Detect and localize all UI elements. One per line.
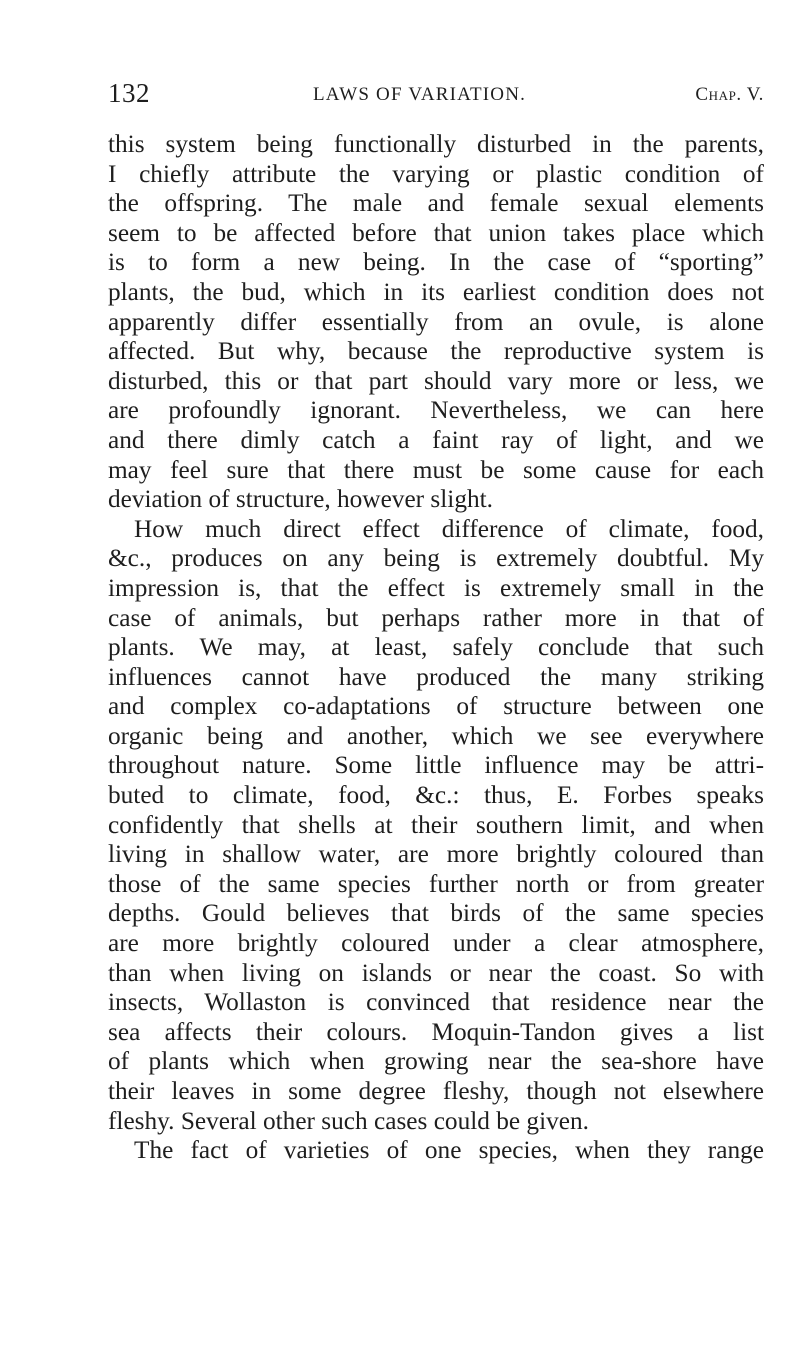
text-line: influences cannot have produced the many striking <box>108 662 764 691</box>
text-line: are profoundly ignorant. Nevertheless, we can here <box>108 396 764 425</box>
text-line: fleshy. Several other such cases could be given. <box>108 1106 589 1135</box>
chapter-label: Chap. V. <box>695 84 764 105</box>
text-line: may feel sure that there must be some cause for each <box>108 455 764 484</box>
body-text <box>108 130 764 1166</box>
text-line: of plants which when growing near the sea-shore have <box>108 1047 764 1076</box>
text-line: their leaves in some degree fleshy, though not elsewhere <box>108 1077 764 1105</box>
text-line: impression is, that the effect is extremely small in the <box>108 573 764 602</box>
text-line: case of animals, but perhaps rather more in that of <box>108 603 764 632</box>
running-header <box>108 78 764 122</box>
text-line: than when living on islands or near the coast. So with <box>108 958 764 987</box>
text-line: &c., produces on any being is extremely doubtful. My <box>108 544 764 573</box>
text-line: disturbed, this or that part should vary more or less, we <box>108 366 764 395</box>
text-line: living in shallow water, are more brightly coloured than <box>108 840 764 869</box>
text-line: confidently that shells at their southern limit, and when <box>108 810 764 839</box>
text-line: those of the same species further north or from greater <box>108 869 764 898</box>
text-line: organic being and another, which we see everywhere <box>108 721 764 750</box>
text-line: insects, Wollaston is convinced that residence near the <box>108 988 764 1017</box>
text-line: How much direct effect difference of climate, food, <box>134 514 764 543</box>
page-number: 132 <box>108 78 150 108</box>
text-line: and there dimly catch a faint ray of light, and we <box>108 425 764 454</box>
text-line: are more brightly coloured under a clear atmosphere, <box>108 929 764 958</box>
paragraph <box>108 1136 764 1166</box>
text-line: this system being functionally disturbed in the parents, <box>108 130 764 158</box>
text-line: plants, the bud, which in its earliest condition does not <box>108 277 764 306</box>
text-line: and complex co-adaptations of structure between one <box>108 692 764 721</box>
text-line: deviation of structure, however slight. <box>108 485 493 514</box>
text-line: The fact of varieties of one species, when they range <box>134 1136 764 1165</box>
text-line: the offspring. The male and female sexual elements <box>108 189 764 218</box>
paragraph <box>108 130 764 515</box>
text-line: sea affects their colours. Moquin-Tandon gives a list <box>108 1017 764 1046</box>
text-line: depths. Gould believes that birds of the same species <box>108 899 764 928</box>
book-page <box>108 78 764 1166</box>
text-line: throughout nature. Some little influence may be attri- <box>108 751 764 780</box>
text-line: I chiefly attribute the varying or plastic condition of <box>108 159 764 188</box>
text-line: buted to climate, food, &c.: thus, E. Forbes speaks <box>108 781 764 810</box>
text-line: is to form a new being. In the case of “sporting” <box>108 248 764 277</box>
paragraph <box>108 515 764 1136</box>
text-line: apparently differ essentially from an ovule, is alone <box>108 307 764 336</box>
text-line: seem to be affected before that union takes place which <box>108 218 764 247</box>
text-line: affected. But why, because the reproductive system is <box>108 337 764 366</box>
text-line: plants. We may, at least, safely conclude that such <box>108 633 764 662</box>
running-title: LAWS OF VARIATION. <box>313 84 527 105</box>
